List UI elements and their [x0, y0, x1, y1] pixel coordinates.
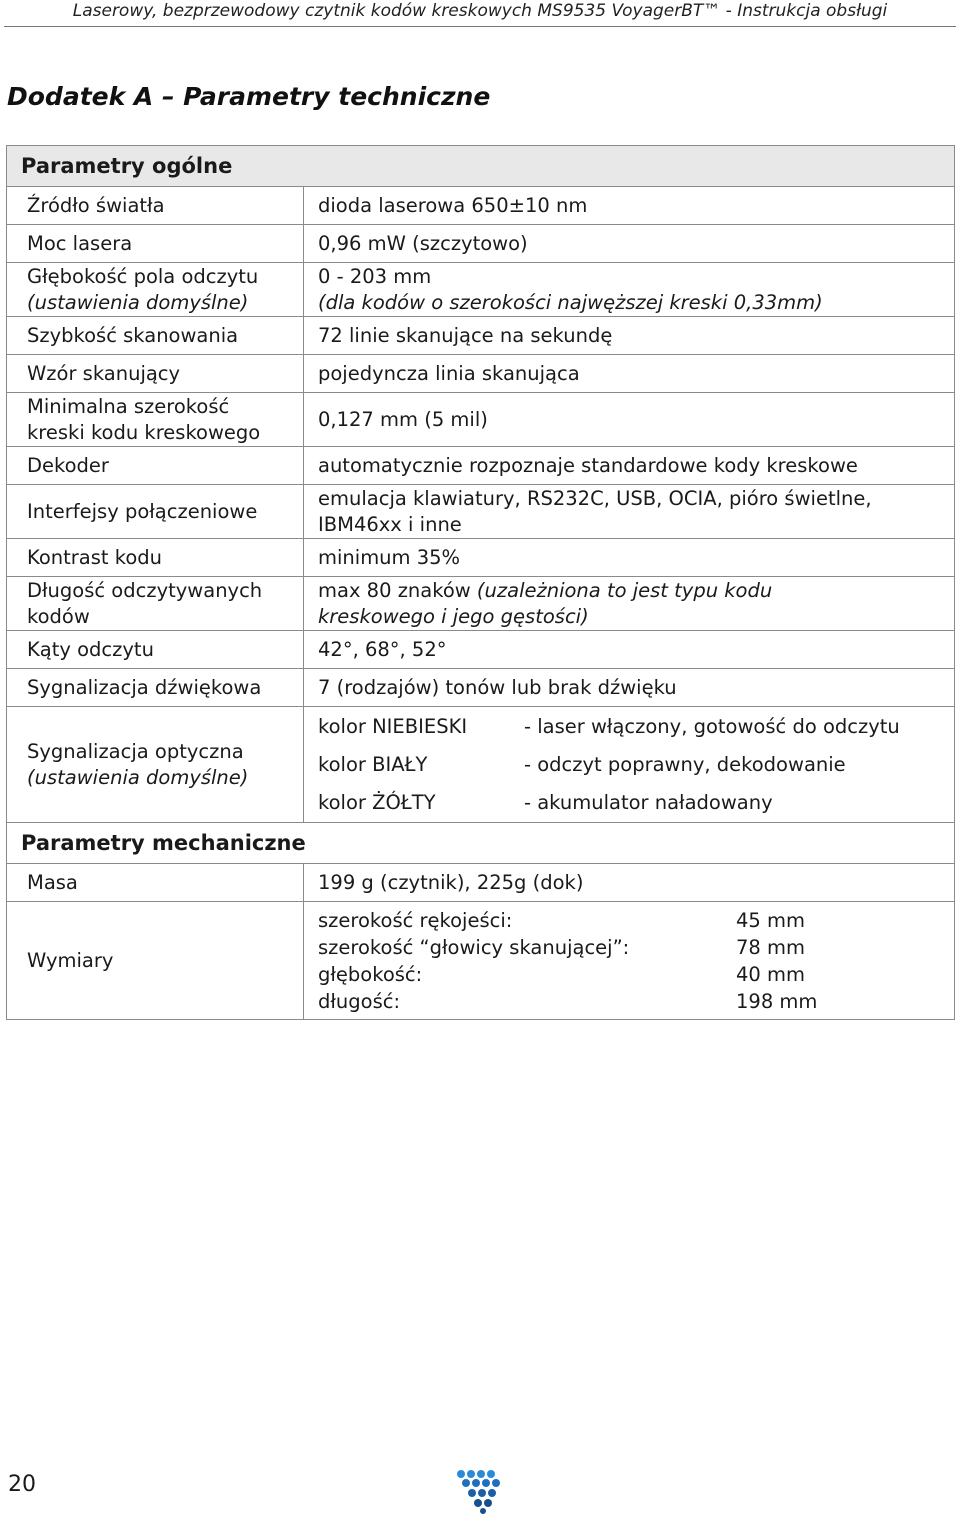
row-label: Moc lasera — [7, 225, 304, 263]
row-value: dioda laserowa 650±10 nm — [304, 187, 955, 225]
row-value-line: 0 - 203 mm — [318, 264, 432, 288]
dimensions-list — [318, 907, 954, 1015]
row-label-line: kodów — [27, 604, 90, 628]
table-row — [7, 864, 955, 902]
row-label — [7, 393, 304, 447]
row-label: Interfejsy połączeniowe — [7, 485, 304, 539]
row-label-line: Głębokość pola odczytu — [27, 264, 259, 288]
row-value: minimum 35% — [304, 539, 955, 577]
signal-meaning: - odczyt poprawny, dekodowanie — [524, 752, 846, 776]
row-label-line: Długość odczytywanych — [27, 578, 263, 602]
row-label: Dekoder — [7, 447, 304, 485]
table-row — [7, 577, 955, 631]
spec-table — [6, 145, 955, 1020]
signal-color: kolor ŻÓŁTY — [318, 790, 436, 814]
table-row — [7, 187, 955, 225]
table-row — [7, 707, 955, 823]
row-value: 42°, 68°, 52° — [304, 631, 955, 669]
row-label: Wymiary — [7, 902, 304, 1020]
signal-color: kolor BIAŁY — [318, 752, 428, 776]
row-value-note: (uzależniona to jest typu kodu — [476, 578, 773, 602]
row-value-line: emulacja klawiatury, RS232C, USB, OCIA, pióro świetlne, — [318, 486, 872, 510]
row-label — [7, 263, 304, 317]
table-row — [7, 263, 955, 317]
dimension-value: 45 mm — [736, 908, 806, 932]
table-row — [7, 393, 955, 447]
row-label — [7, 577, 304, 631]
section-mechanical-heading: Parametry mechaniczne — [7, 823, 955, 864]
page-title: Dodatek A – Parametry techniczne — [7, 82, 491, 111]
row-value — [304, 902, 955, 1020]
row-value-note: (dla kodów o szerokości najwęższej kreski 0,33mm) — [318, 290, 823, 314]
row-value: 0,96 mW (szczytowo) — [304, 225, 955, 263]
row-label: Kontrast kodu — [7, 539, 304, 577]
row-label: Źródło światła — [7, 187, 304, 225]
row-value: 72 linie skanujące na sekundę — [304, 317, 955, 355]
header-divider — [4, 26, 956, 27]
dimension-name: szerokość rękojeści: — [318, 908, 513, 932]
page-header: Laserowy, bezprzewodowy czytnik kodów kreskowych MS9535 VoyagerBT™ - Instrukcja obsługi — [72, 1, 888, 21]
row-label-line: Sygnalizacja optyczna — [27, 739, 244, 763]
page-number: 20 — [8, 1472, 36, 1497]
section-general-heading: Parametry ogólne — [7, 146, 955, 187]
dimension-value: 78 mm — [736, 935, 806, 959]
signal-meaning: - laser włączony, gotowość do odczytu — [524, 714, 900, 738]
signal-color: kolor NIEBIESKI — [318, 714, 468, 738]
table-row — [7, 485, 955, 539]
signal-meaning: - akumulator naładowany — [524, 790, 773, 814]
row-value: 0,127 mm (5 mil) — [304, 393, 955, 447]
dimension-value: 40 mm — [736, 962, 806, 986]
table-row — [7, 539, 955, 577]
row-label-line: Minimalna szerokość — [27, 394, 230, 418]
table-row — [7, 317, 955, 355]
table-row — [7, 669, 955, 707]
dimension-name: szerokość “głowicy skanującej”: — [318, 935, 630, 959]
row-label: Sygnalizacja dźwiękowa — [7, 669, 304, 707]
row-label: Szybkość skanowania — [7, 317, 304, 355]
row-label: Wzór skanujący — [7, 355, 304, 393]
table-row — [7, 631, 955, 669]
row-value: automatycznie rozpoznaje standardowe kody kreskowe — [304, 447, 955, 485]
row-label-note: (ustawienia domyślne) — [27, 765, 249, 789]
table-row — [7, 225, 955, 263]
row-value: 7 (rodzajów) tonów lub brak dźwięku — [304, 669, 955, 707]
optical-signal-list — [318, 714, 954, 816]
row-label: Masa — [7, 864, 304, 902]
row-value: 199 g (czytnik), 225g (dok) — [304, 864, 955, 902]
row-value: pojedyncza linia skanująca — [304, 355, 955, 393]
dimension-name: długość: — [318, 989, 401, 1013]
dimension-value: 198 mm — [736, 989, 818, 1013]
row-value — [304, 263, 955, 317]
row-value — [304, 485, 955, 539]
dimension-name: głębokość: — [318, 962, 423, 986]
row-value-line: IBM46xx i inne — [318, 512, 462, 536]
row-label-line: kreski kodu kreskowego — [27, 420, 261, 444]
row-value — [304, 707, 955, 823]
row-label-note: (ustawienia domyślne) — [27, 290, 249, 314]
honeywell-dots-logo-icon — [452, 1468, 506, 1514]
row-label: Kąty odczytu — [7, 631, 304, 669]
row-value-line — [318, 578, 954, 604]
table-row — [7, 902, 955, 1020]
row-label — [7, 707, 304, 823]
row-value-text: max 80 znaków — [318, 578, 477, 602]
row-value — [304, 577, 955, 631]
row-value-note: kreskowego i jego gęstości) — [318, 604, 589, 628]
table-row — [7, 355, 955, 393]
table-row — [7, 447, 955, 485]
